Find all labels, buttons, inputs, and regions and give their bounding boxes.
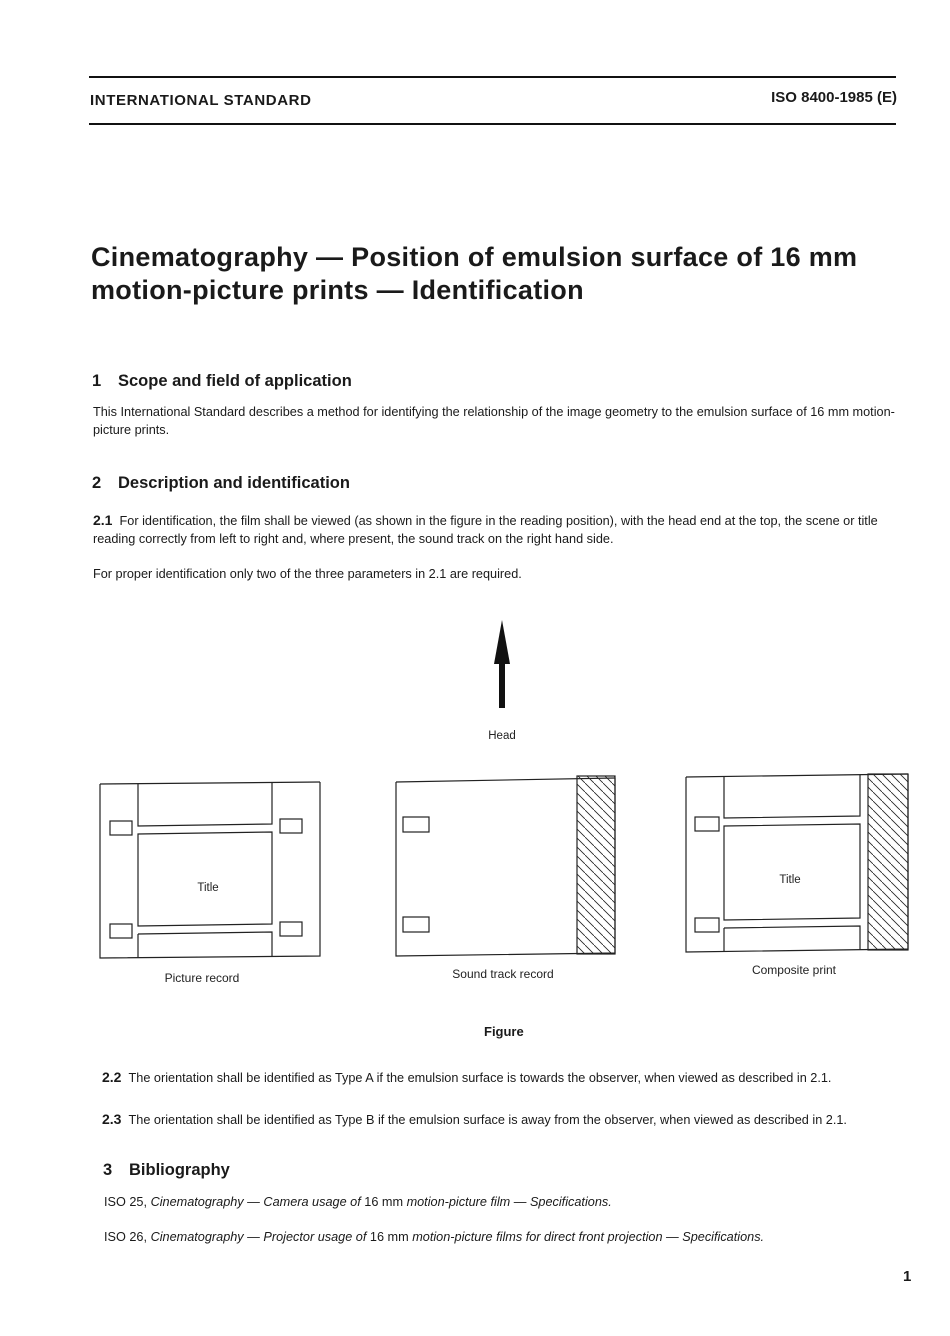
clause-2-2	[102, 1068, 912, 1087]
sound-track-diagram	[396, 776, 615, 956]
header-standard-label: INTERNATIONAL STANDARD	[90, 92, 312, 109]
ref-2-part-4: 16 mm	[366, 1230, 413, 1244]
section-2-title: Description and identification	[118, 474, 350, 492]
ref-2-part-2: —	[243, 1230, 264, 1244]
section-1-heading	[92, 372, 352, 391]
ref-2-id: ISO 26,	[104, 1230, 148, 1244]
document-title-line-2: motion-picture prints — Identification	[91, 275, 584, 305]
clause-2-3-number: 2.3	[102, 1111, 122, 1127]
figure-drawing	[90, 612, 920, 1012]
figure-caption: Figure	[484, 1024, 524, 1039]
section-1-title: Scope and field of application	[118, 372, 352, 390]
ref-1-part-4: 16 mm	[360, 1195, 407, 1209]
ref-2-part-5: motion-picture films for direct front projection — Specifications.	[412, 1230, 765, 1244]
section-3-number: 3	[103, 1161, 113, 1179]
page-number: 1	[903, 1268, 912, 1285]
clause-2-3-text: The orientation shall be identified as Type B if the emulsion surface is away from the observer, when viewed as described in 2.1.	[128, 1113, 847, 1127]
composite-print-diagram	[686, 774, 908, 952]
composite-title-label: Title	[779, 874, 801, 886]
clause-2-1-number: 2.1	[93, 512, 113, 528]
head-label: Head	[488, 730, 516, 742]
ref-1-part-5: motion-picture film — Specifications.	[406, 1195, 612, 1209]
ref-1-part-3: Camera usage of	[263, 1195, 361, 1209]
ref-1-id: ISO 25,	[104, 1195, 148, 1209]
clause-2-1	[93, 511, 908, 548]
picture-record-caption: Picture record	[164, 971, 240, 985]
section-3-heading	[103, 1161, 230, 1180]
bibliography-ref-2	[104, 1228, 919, 1246]
picture-title-label: Title	[197, 882, 219, 894]
ref-2-part-3: Projector usage of	[263, 1230, 367, 1244]
document-title-line-1: Cinematography — Position of emulsion surface of 16 mm	[91, 242, 858, 272]
header-standard-number: ISO 8400-1985 (E)	[771, 89, 897, 106]
section-3-title: Bibliography	[129, 1161, 230, 1179]
header-bottom-rule	[89, 123, 896, 125]
header-top-rule	[89, 76, 896, 78]
ref-1-part-1: Cinematography	[150, 1195, 244, 1209]
clause-2-2-number: 2.2	[102, 1069, 122, 1085]
composite-print-caption: Composite print	[751, 963, 837, 977]
clause-2-1-note: For proper identification only two of the three parameters in 2.1 are required.	[93, 567, 522, 581]
ref-2-part-1: Cinematography	[150, 1230, 244, 1244]
clause-2-2-text: The orientation shall be identified as Type A if the emulsion surface is towards the observer, when viewed as described in 2.1.	[128, 1071, 832, 1085]
section-1-number: 1	[92, 372, 102, 390]
section-1-text: This International Standard describes a method for identifying the relationship of the image geometry to the emulsion surface of 16 mm motion-picture prints.	[93, 405, 895, 437]
section-2-heading	[92, 474, 350, 493]
bibliography-ref-1	[104, 1193, 919, 1211]
clause-2-1-text: For identification, the film shall be viewed (as shown in the figure in the reading position), with the head end at the top, the scene or title reading correctly from left to right and, where present, the sound track on the right hand side.	[93, 514, 878, 546]
sound-track-caption: Sound track record	[452, 967, 554, 981]
picture-record-diagram	[100, 782, 320, 958]
clause-2-3	[102, 1110, 912, 1129]
section-2-number: 2	[92, 474, 102, 492]
ref-1-part-2: —	[243, 1195, 264, 1209]
head-arrow-icon	[494, 620, 510, 708]
